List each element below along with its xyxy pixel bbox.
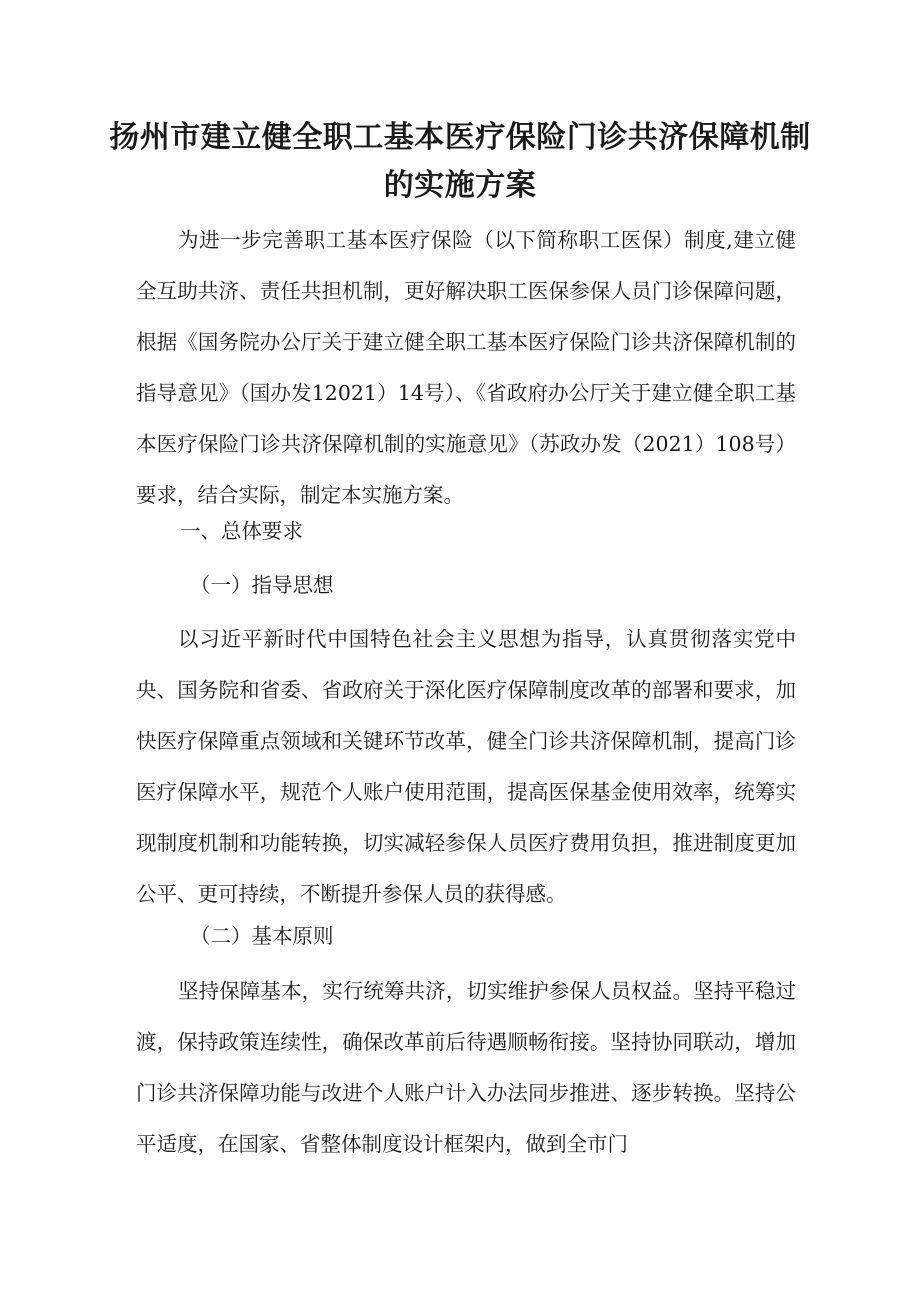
section-heading-general-requirements: 一、总体要求 [180, 519, 303, 543]
subsection-heading-guiding-ideology: （一）指导思想 [190, 573, 334, 597]
basic-principles-paragraph: 坚持保障基本，实行统筹共济，切实维护参保人员权益。坚持平稳过渡，保持政策连续性，确保改革前后待遇顺畅衔接。坚持协同联动，增加门诊共济保障功能与改进个人账户计入办法同步推进、逐步转换。坚持公平适度，在国家、省整体制度设计框架内，做到全市门 [136, 979, 796, 1156]
document-title-line2: 的实施方案 [383, 168, 537, 203]
subsection-heading-basic-principles: （二）基本原则 [190, 924, 334, 948]
intro-paragraph: 为进一步完善职工基本医疗保险（以下简称职工医保）制度,建立健全互助共济、责任共担机制，更好解决职工医保参保人员门诊保障问题，根据《国务院办公厅关于建立健全职工基本医疗保险门诊共济保障机制的指导意见》（国办发12021）14号）、《省政府办公厅关于建立健全职工基本医疗保险门诊共济保障机制的实施意见》（苏政办发（2021）108号）要求，结合实际，制定本实施方案。 [136, 228, 796, 507]
document-title-line1: 扬州市建立健全职工基本医疗保险门诊共济保障机制 [109, 120, 811, 155]
guiding-ideology-paragraph: 以习近平新时代中国特色社会主义思想为指导，认真贯彻落实党中央、国务院和省委、省政府关于深化医疗保障制度改革的部署和要求，加快医疗保障重点领域和关键环节改革，健全门诊共济保障机制，提高门诊医疗保障水平，规范个人账户使用范围，提高医保基金使用效率，统筹实现制度机制和功能转换，切实减轻参保人员医疗费用负担，推进制度更加公平、更可持续，不断提升参保人员的获得感。 [136, 627, 796, 906]
